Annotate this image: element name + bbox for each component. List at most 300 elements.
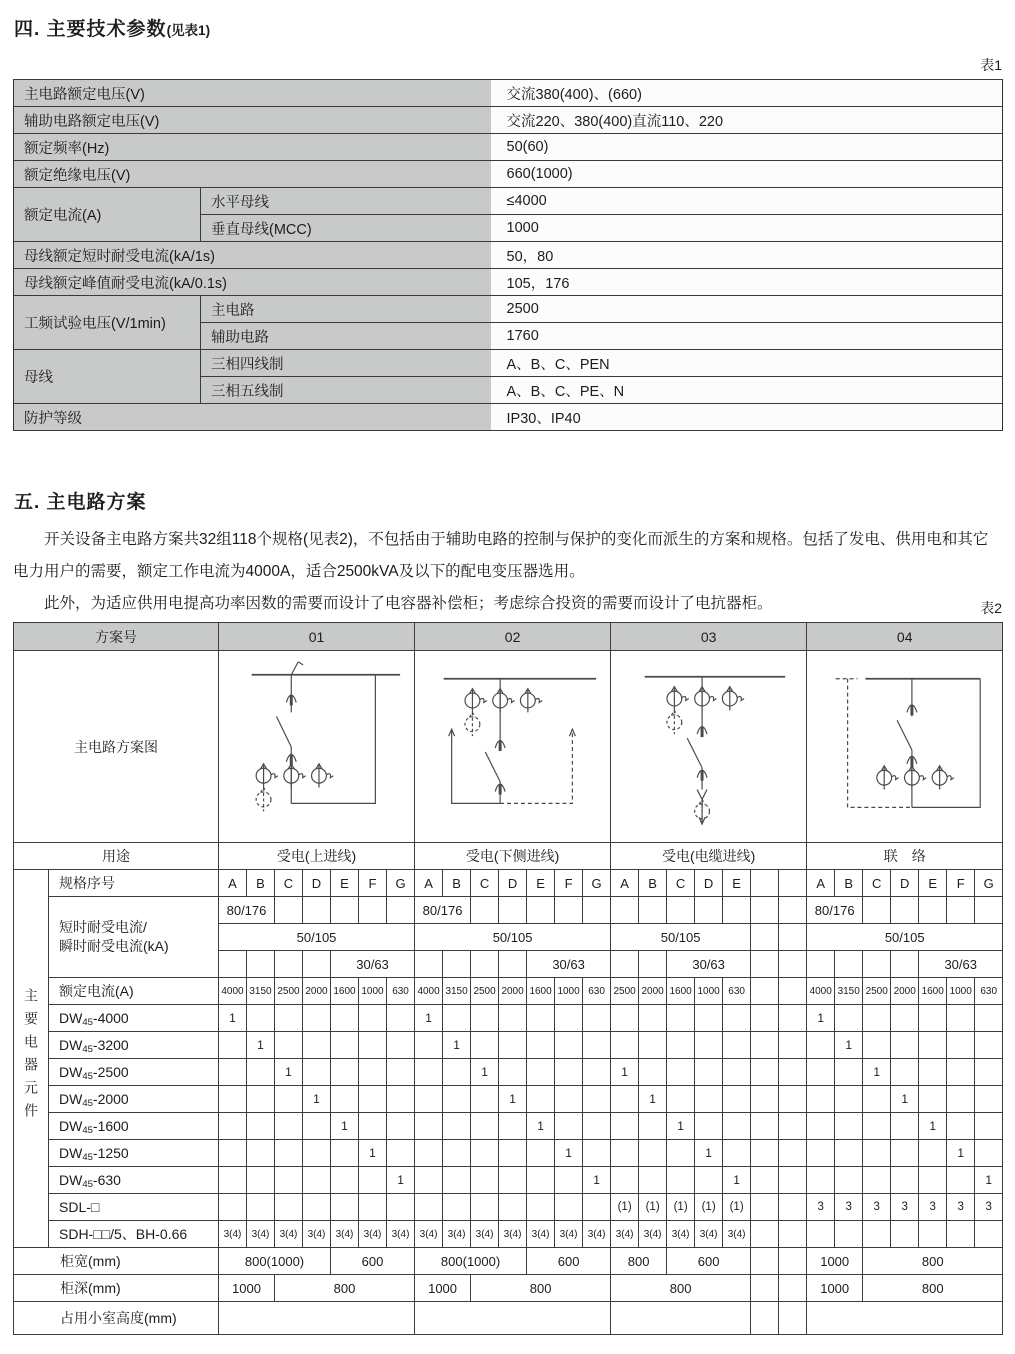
param-label: 额定电流(A) [14, 188, 201, 242]
cell: (1) [667, 1194, 695, 1221]
cell [219, 1140, 247, 1167]
param-label: 母线 [14, 350, 201, 404]
cell [555, 1005, 583, 1032]
cell: 3 [807, 1194, 835, 1221]
cell [779, 1194, 807, 1221]
cell [415, 951, 443, 978]
param-value: 660(1000) [491, 161, 1003, 188]
cell: 600 [527, 1248, 611, 1275]
cell [331, 1194, 359, 1221]
table-row [14, 404, 1003, 431]
cell [359, 1086, 387, 1113]
spec-serial-row [14, 870, 1003, 897]
cell [611, 1302, 751, 1335]
cell: 3(4) [247, 1221, 275, 1248]
cell [303, 1140, 331, 1167]
cell [863, 1221, 891, 1248]
cell [891, 1167, 919, 1194]
cell: 1 [723, 1167, 751, 1194]
cell [471, 1140, 499, 1167]
cell [247, 951, 275, 978]
table-row [14, 296, 1003, 323]
cell [919, 1140, 947, 1167]
cell [359, 1005, 387, 1032]
cell [331, 1167, 359, 1194]
cell [891, 1059, 919, 1086]
cell: 2000 [639, 978, 667, 1005]
cell [555, 1032, 583, 1059]
cell [443, 1167, 471, 1194]
cell [415, 1167, 443, 1194]
cell [667, 1140, 695, 1167]
cell: C [471, 870, 499, 897]
cell [751, 1059, 779, 1086]
cell [891, 897, 919, 924]
cell [723, 897, 751, 924]
cell [779, 1059, 807, 1086]
withstand-row-1 [14, 897, 1003, 924]
cell: 630 [723, 978, 751, 1005]
cell [779, 978, 807, 1005]
diagram-row [14, 651, 1003, 843]
cell: 03 [611, 623, 807, 651]
cell [583, 1113, 611, 1140]
cell [779, 1032, 807, 1059]
cell: 1000 [219, 1275, 275, 1302]
scheme-03-diagram [614, 653, 804, 841]
cell [639, 1113, 667, 1140]
cell [331, 897, 359, 924]
cell [667, 1086, 695, 1113]
table-row [14, 161, 1003, 188]
cell [611, 1113, 639, 1140]
cell: 630 [387, 978, 415, 1005]
cell [835, 1113, 863, 1140]
cell: 1 [219, 1005, 247, 1032]
cell: 1 [443, 1032, 471, 1059]
param-value: A、B、C、PEN [491, 350, 1003, 377]
cell: (1) [639, 1194, 667, 1221]
cell: B [835, 870, 863, 897]
cell: 1000 [415, 1275, 471, 1302]
cell [919, 1059, 947, 1086]
cell: 3(4) [639, 1221, 667, 1248]
cell: 630 [975, 978, 1003, 1005]
cell [779, 1005, 807, 1032]
cell [863, 1005, 891, 1032]
cell: 2500 [863, 978, 891, 1005]
cell [779, 1302, 807, 1335]
cell [499, 1194, 527, 1221]
cell: 630 [583, 978, 611, 1005]
cell [835, 1140, 863, 1167]
cell: 4000 [415, 978, 443, 1005]
table-2 [13, 622, 1003, 1335]
param-label: 母线额定峰值耐受电流(kA/0.1s) [14, 269, 491, 296]
section4-title-text: 四. 主要技术参数 [14, 19, 167, 40]
cell: 3 [919, 1194, 947, 1221]
vertical-label-text: 主要电器元件 [23, 988, 39, 1126]
cell [779, 1113, 807, 1140]
cell [947, 1221, 975, 1248]
cell [863, 1140, 891, 1167]
usage-label: 用途 [14, 843, 219, 870]
cell [807, 1032, 835, 1059]
withstand-label-line2: 瞬时耐受电流(kA) [59, 938, 169, 954]
cell [527, 1086, 555, 1113]
component-label: DW45-630 [49, 1167, 219, 1194]
cell [275, 1086, 303, 1113]
cell [751, 1221, 779, 1248]
param-value: 交流220、380(400)直流110、220 [491, 107, 1003, 134]
table-row [14, 242, 1003, 269]
cell [555, 897, 583, 924]
cell: E [527, 870, 555, 897]
cell [667, 1167, 695, 1194]
cell [247, 1113, 275, 1140]
component-row-dw45-2500 [14, 1059, 1003, 1086]
cell: 1 [359, 1140, 387, 1167]
component-row-dw45-4000 [14, 1005, 1003, 1032]
cell [835, 1005, 863, 1032]
cell: 02 [415, 623, 611, 651]
cell [247, 1194, 275, 1221]
cell [611, 897, 639, 924]
cell: 80/176 [219, 897, 275, 924]
cell [555, 1167, 583, 1194]
cell [891, 1113, 919, 1140]
cell [919, 897, 947, 924]
param-label: 额定频率(Hz) [14, 134, 491, 161]
cell [835, 1167, 863, 1194]
cell [807, 1086, 835, 1113]
param-sublabel: 主电路 [201, 296, 491, 323]
scheme-02-diagram [415, 653, 611, 841]
rated-current-row [14, 978, 1003, 1005]
cell: 30/63 [667, 951, 751, 978]
compartment-height-label: 占用小室高度(mm) [14, 1302, 219, 1335]
cell [807, 1140, 835, 1167]
table-row [14, 269, 1003, 296]
cell [751, 1302, 779, 1335]
cell [303, 1194, 331, 1221]
cell [695, 1167, 723, 1194]
cell: 1600 [667, 978, 695, 1005]
cell [975, 1086, 1003, 1113]
cell [219, 1167, 247, 1194]
cell: 2500 [275, 978, 303, 1005]
cell [443, 1005, 471, 1032]
cell [443, 951, 471, 978]
cell: 800(1000) [219, 1248, 331, 1275]
param-sublabel: 三相五线制 [201, 377, 491, 404]
cell [779, 924, 807, 951]
cell [499, 1059, 527, 1086]
cell [779, 870, 807, 897]
cell [555, 1086, 583, 1113]
cell [471, 1194, 499, 1221]
param-sublabel: 水平母线 [201, 188, 491, 215]
cell [779, 897, 807, 924]
cell [555, 1194, 583, 1221]
cell: G [975, 870, 1003, 897]
cell [471, 1167, 499, 1194]
table-row [14, 188, 1003, 215]
cell [303, 1005, 331, 1032]
cell [499, 1113, 527, 1140]
component-row-sdl [14, 1194, 1003, 1221]
cell [751, 1275, 779, 1302]
cell: 3(4) [443, 1221, 471, 1248]
cell [415, 1194, 443, 1221]
cell [527, 1032, 555, 1059]
cell [863, 897, 891, 924]
withstand-label [49, 897, 219, 978]
cell: 30/63 [331, 951, 415, 978]
cell [835, 1221, 863, 1248]
cell [779, 1221, 807, 1248]
scheme-01-diagram [219, 653, 415, 841]
scheme-03-diagram-cell [611, 651, 807, 843]
cell: 3(4) [303, 1221, 331, 1248]
compartment-height-row [14, 1302, 1003, 1335]
cell [611, 1167, 639, 1194]
cell [891, 1005, 919, 1032]
cell: 1 [863, 1059, 891, 1086]
cell: F [555, 870, 583, 897]
cell: 01 [219, 623, 415, 651]
param-value: 交流380(400)、(660) [491, 80, 1003, 107]
param-value: 50(60) [491, 134, 1003, 161]
cell [219, 1032, 247, 1059]
cell [527, 1167, 555, 1194]
cell [387, 1194, 415, 1221]
cell [975, 1140, 1003, 1167]
cell [583, 1140, 611, 1167]
cell: 1000 [947, 978, 975, 1005]
cell [751, 978, 779, 1005]
cell: 1000 [555, 978, 583, 1005]
cell [611, 1086, 639, 1113]
component-row-sdh [14, 1221, 1003, 1248]
cell: 3150 [835, 978, 863, 1005]
usage-row [14, 843, 1003, 870]
cell [695, 1086, 723, 1113]
cell [891, 1221, 919, 1248]
cell [751, 870, 779, 897]
component-label: DW45-2500 [49, 1059, 219, 1086]
cell: B [247, 870, 275, 897]
cell [415, 1113, 443, 1140]
cell [751, 1167, 779, 1194]
param-label: 工频试验电压(V/1min) [14, 296, 201, 350]
cell [723, 1140, 751, 1167]
cell: 1 [835, 1032, 863, 1059]
scheme-01-diagram-cell [219, 651, 415, 843]
cell [975, 1113, 1003, 1140]
cell: 受电(下侧进线) [415, 843, 611, 870]
component-row-dw45-630 [14, 1167, 1003, 1194]
component-label: SDH-□□/5、BH-0.66 [49, 1221, 219, 1248]
cell [835, 951, 863, 978]
cell [303, 1059, 331, 1086]
cell: 1000 [695, 978, 723, 1005]
cell [359, 1113, 387, 1140]
table-row [14, 107, 1003, 134]
cell [443, 1059, 471, 1086]
cell [975, 1032, 1003, 1059]
cell: 3(4) [471, 1221, 499, 1248]
cell: 4000 [807, 978, 835, 1005]
cell [499, 951, 527, 978]
cell [219, 1086, 247, 1113]
cell [863, 1086, 891, 1113]
cell [359, 1032, 387, 1059]
cell [443, 1113, 471, 1140]
cell: 600 [331, 1248, 415, 1275]
cell [331, 1086, 359, 1113]
cell: 1 [527, 1113, 555, 1140]
cabinet-depth-row [14, 1275, 1003, 1302]
cell [919, 1005, 947, 1032]
cell [639, 897, 667, 924]
cell [443, 1194, 471, 1221]
cell [387, 1140, 415, 1167]
cell [527, 1005, 555, 1032]
cell [667, 1005, 695, 1032]
cell: 3150 [247, 978, 275, 1005]
cell [275, 1032, 303, 1059]
param-value: IP30、IP40 [491, 404, 1003, 431]
cell [387, 1086, 415, 1113]
cell [695, 1032, 723, 1059]
cell [527, 897, 555, 924]
cell: 3(4) [219, 1221, 247, 1248]
param-label: 辅助电路额定电压(V) [14, 107, 491, 134]
cell: 1 [695, 1140, 723, 1167]
table-1 [13, 79, 1003, 431]
cell [751, 924, 779, 951]
spec-serial-label: 规格序号 [49, 870, 219, 897]
cell [639, 1032, 667, 1059]
cell [695, 897, 723, 924]
cell [331, 1005, 359, 1032]
cell [611, 1140, 639, 1167]
cell [807, 951, 835, 978]
param-sublabel: 垂直母线(MCC) [201, 215, 491, 242]
cell [751, 1086, 779, 1113]
cell [807, 1221, 835, 1248]
cell [303, 1113, 331, 1140]
section5-paragraph-2: 此外，为适应供用电提高功率因数的需要而设计了电容器补偿柜；考虑综合投资的需要而设计了电抗器柜。 [44, 595, 773, 612]
param-label: 主电路额定电压(V) [14, 80, 491, 107]
cell [639, 951, 667, 978]
section5-title: 五. 主电路方案 [14, 492, 147, 513]
cell [247, 1059, 275, 1086]
component-label: DW45-2000 [49, 1086, 219, 1113]
cell [583, 1086, 611, 1113]
param-sublabel: 辅助电路 [201, 323, 491, 350]
component-row-dw45-1600 [14, 1113, 1003, 1140]
section4-title [14, 14, 1015, 41]
cell [835, 1086, 863, 1113]
cell: B [443, 870, 471, 897]
scheme-04-diagram-cell [807, 651, 1003, 843]
section5-paragraph-1: 开关设备主电路方案共32组118个规格(见表2)，不包括由于辅助电路的控制与保护的变化而派生的方案和规格。包括了发电、供用电和其它电力用户的需要，额定工作电流为4000A，适合2500kVA及以下的配电变压器选用。 [13, 531, 989, 580]
cell [891, 1032, 919, 1059]
cell: 3 [947, 1194, 975, 1221]
cell [275, 1167, 303, 1194]
cell [387, 897, 415, 924]
cell [331, 1140, 359, 1167]
cell [275, 1113, 303, 1140]
cell [359, 1167, 387, 1194]
cell [667, 1032, 695, 1059]
cell [387, 1059, 415, 1086]
cell: 受电(电缆进线) [611, 843, 807, 870]
cell: B [639, 870, 667, 897]
cell [751, 1032, 779, 1059]
cell [723, 1113, 751, 1140]
cell [723, 1059, 751, 1086]
cell [247, 1167, 275, 1194]
cell: 30/63 [919, 951, 1003, 978]
cell: 800 [863, 1275, 1003, 1302]
cell: 受电(上进线) [219, 843, 415, 870]
cell [835, 1059, 863, 1086]
cell [387, 1113, 415, 1140]
param-value: 50，80 [491, 242, 1003, 269]
cell: 04 [807, 623, 1003, 651]
cell [751, 897, 779, 924]
cell: C [667, 870, 695, 897]
cell [583, 1059, 611, 1086]
cell: 3(4) [667, 1221, 695, 1248]
cell [527, 1140, 555, 1167]
cell [583, 1005, 611, 1032]
cell [667, 1059, 695, 1086]
cell: 800 [611, 1275, 751, 1302]
cell: 1000 [807, 1248, 863, 1275]
cell: 1 [807, 1005, 835, 1032]
cell [471, 1032, 499, 1059]
cell [863, 1167, 891, 1194]
cell [751, 1140, 779, 1167]
cell [919, 1167, 947, 1194]
cell [443, 1140, 471, 1167]
cell: F [359, 870, 387, 897]
cell: 3(4) [695, 1221, 723, 1248]
cell [275, 1194, 303, 1221]
param-label: 母线额定短时耐受电流(kA/1s) [14, 242, 491, 269]
param-value: 2500 [491, 296, 1003, 323]
cell [583, 1032, 611, 1059]
cell: 3 [891, 1194, 919, 1221]
cell: E [919, 870, 947, 897]
param-value: 1000 [491, 215, 1003, 242]
cell: 1 [247, 1032, 275, 1059]
cell [219, 1302, 415, 1335]
cell [359, 897, 387, 924]
cell [667, 897, 695, 924]
cell [247, 1140, 275, 1167]
cell [947, 1086, 975, 1113]
cell: 联 络 [807, 843, 1003, 870]
cell [555, 1059, 583, 1086]
component-label: DW45-1250 [49, 1140, 219, 1167]
cell [947, 1113, 975, 1140]
cell: 1 [975, 1167, 1003, 1194]
